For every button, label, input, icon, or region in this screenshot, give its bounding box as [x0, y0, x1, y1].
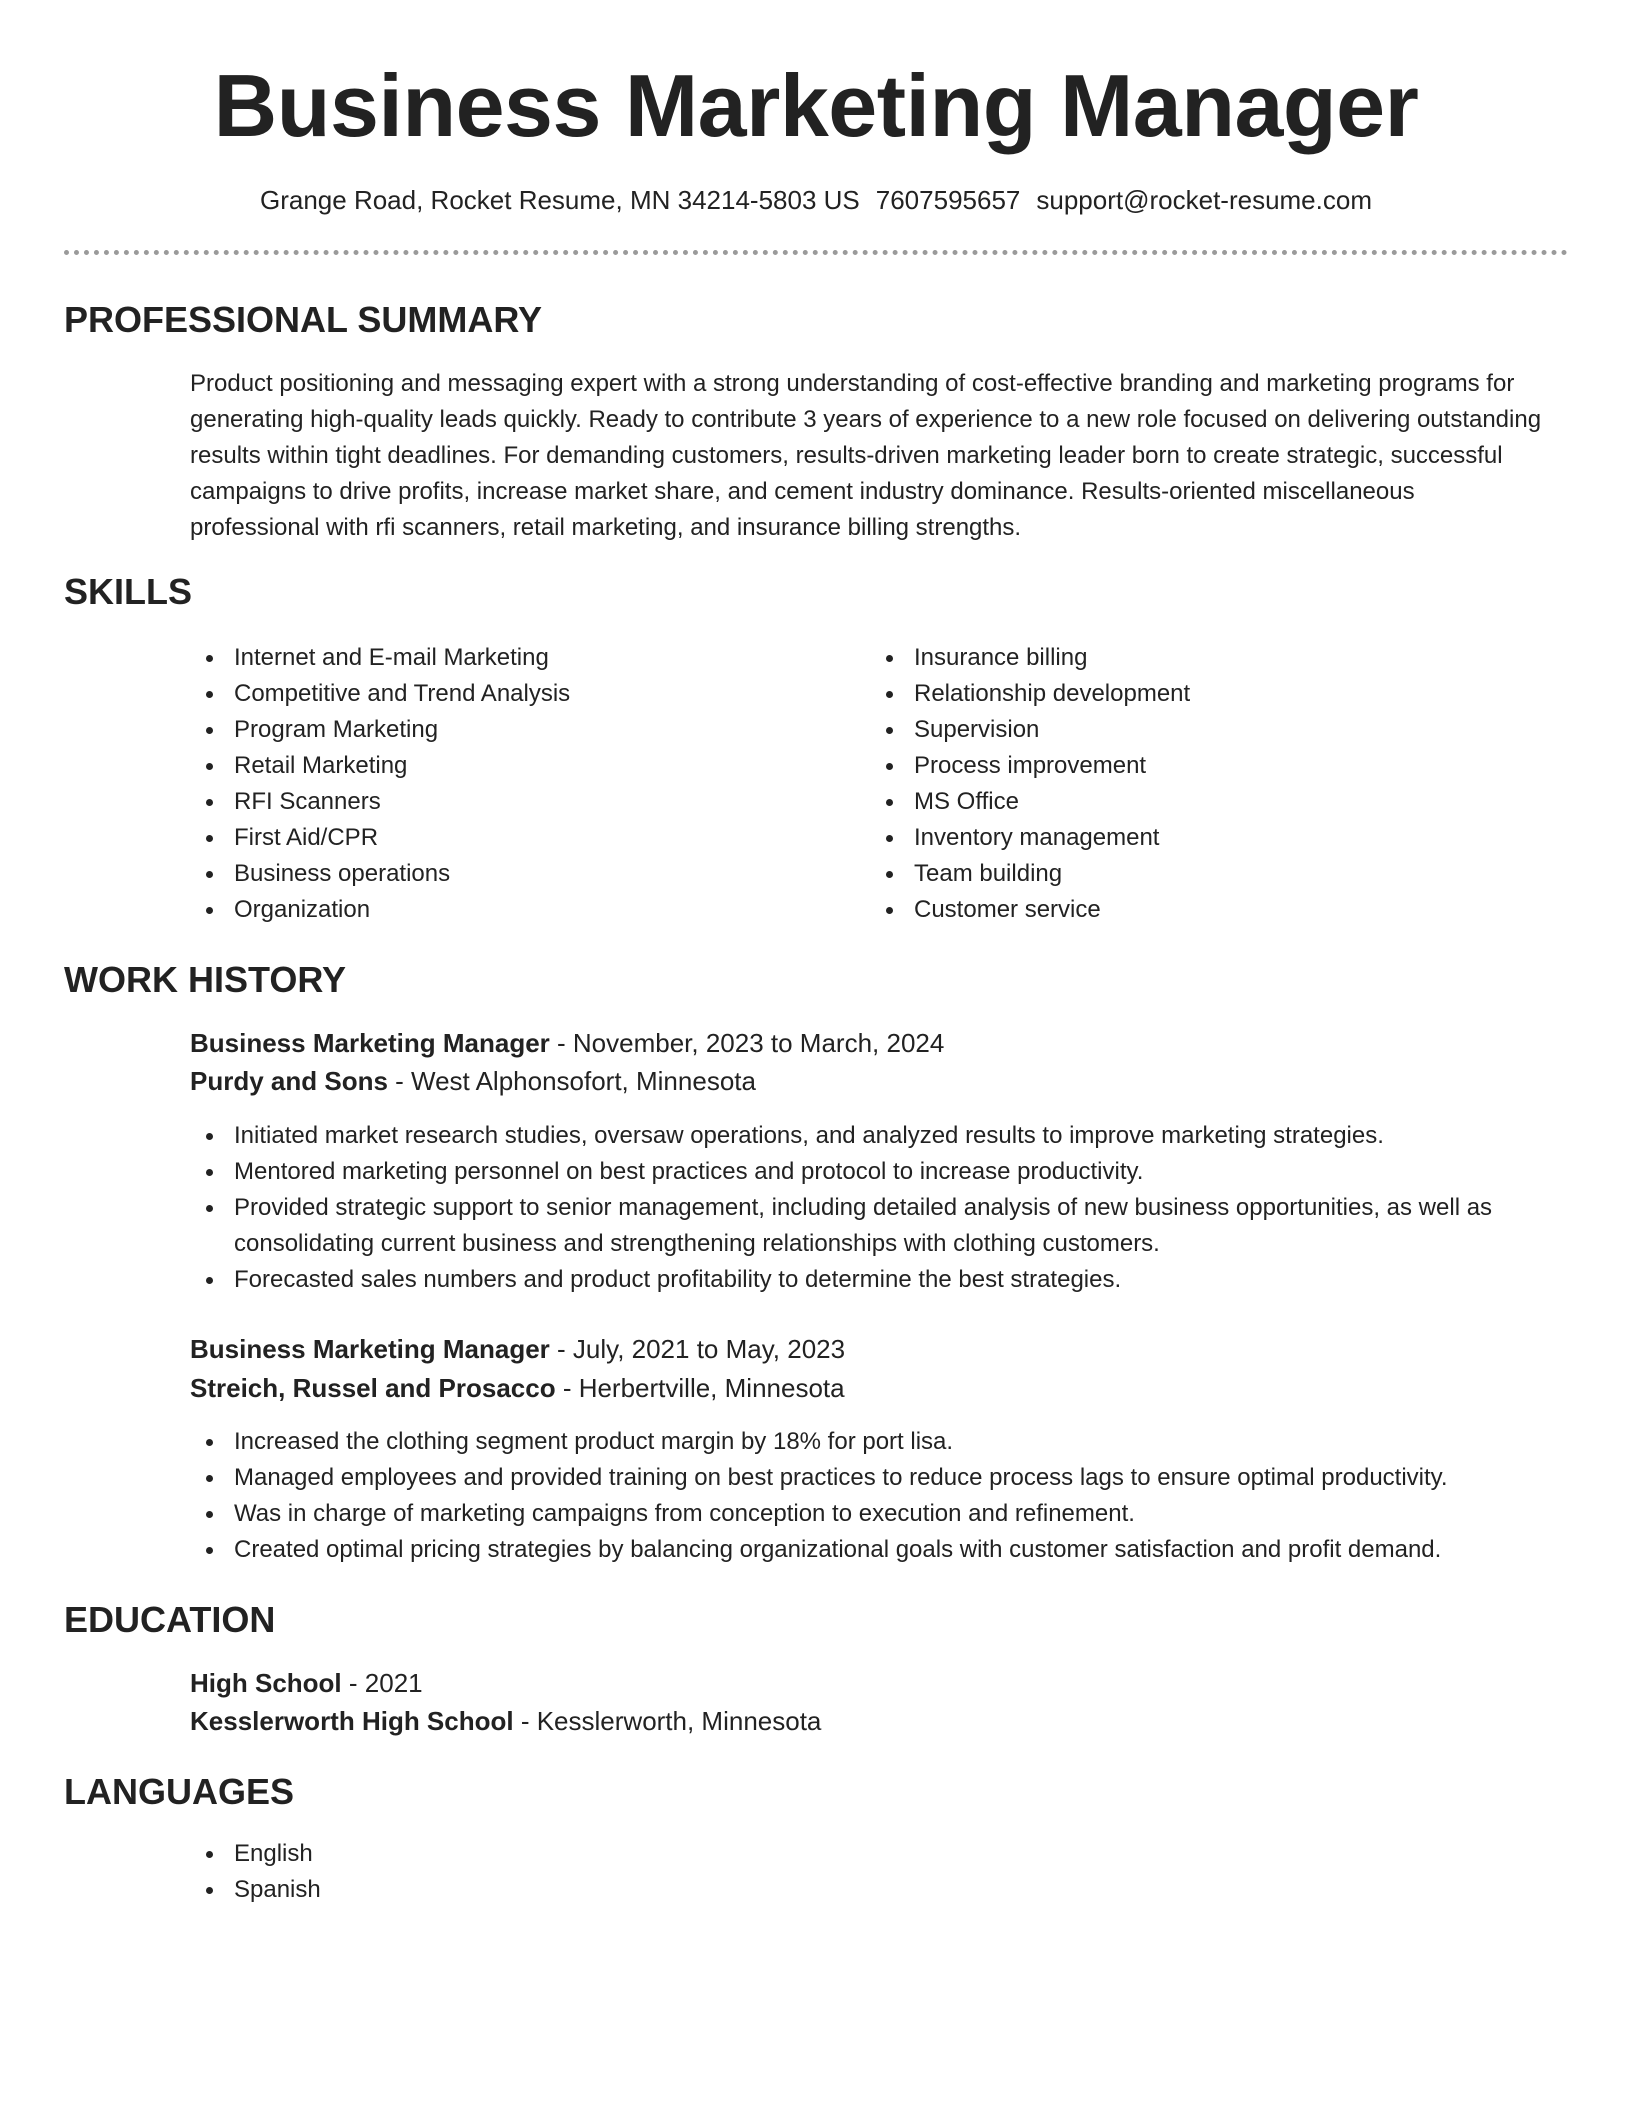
skill-item: RFI Scanners [190, 784, 810, 820]
job-bullets [190, 1424, 1560, 1568]
education-school: Kesslerworth High School [190, 1706, 514, 1736]
job-bullet: Was in charge of marketing campaigns from conception to execution and refinement. [190, 1496, 1560, 1532]
job-title-line [190, 1024, 944, 1062]
job-bullet: Provided strategic support to senior management, including detailed analysis of new business opportunities, as well as consolidating current business and strengthening relationships with clothing customers. [190, 1190, 1560, 1262]
skill-item: Internet and E-mail Marketing [190, 640, 810, 676]
job-bullet: Created optimal pricing strategies by balancing organizational goals with customer satisfaction and profit demand. [190, 1532, 1560, 1568]
job-bullet: Managed employees and provided training on best practices to reduce process lags to ensure optimal productivity. [190, 1460, 1560, 1496]
skill-item: Program Marketing [190, 712, 810, 748]
job-bullet: Initiated market research studies, oversaw operations, and analyzed results to improve marketing strategies. [190, 1118, 1560, 1154]
education-year: - 2021 [341, 1668, 423, 1698]
job-location: - Herbertville, Minnesota [555, 1373, 845, 1403]
skill-item: MS Office [870, 784, 1490, 820]
email: support@rocket-resume.com [1036, 185, 1372, 215]
resume-name: Business Marketing Manager [213, 56, 1419, 155]
job-bullets [190, 1118, 1560, 1298]
skill-item: Supervision [870, 712, 1490, 748]
skill-item: Business operations [190, 856, 810, 892]
language-item: Spanish [190, 1872, 790, 1908]
job-location: - West Alphonsofort, Minnesota [387, 1066, 756, 1096]
header-divider [64, 250, 1568, 255]
education-school-line [190, 1702, 821, 1740]
education-location: - Kesslerworth, Minnesota [513, 1706, 822, 1736]
section-title-education: EDUCATION [64, 1599, 276, 1640]
job-dates: - July, 2021 to May, 2023 [549, 1334, 846, 1364]
job-company-line [190, 1062, 756, 1100]
skill-item: Insurance billing [870, 640, 1490, 676]
job-company-line [190, 1369, 845, 1407]
skill-item: Customer service [870, 892, 1490, 928]
job-role: Business Marketing Manager [190, 1028, 550, 1058]
education-degree: High School [190, 1668, 342, 1698]
job-company: Streich, Russel and Prosacco [190, 1373, 556, 1403]
languages-list [190, 1836, 790, 1908]
skill-item: Retail Marketing [190, 748, 810, 784]
section-title-work-history: WORK HISTORY [64, 959, 347, 1000]
job-title-line [190, 1330, 845, 1368]
skill-item: Relationship development [870, 676, 1490, 712]
section-title-summary: PROFESSIONAL SUMMARY [64, 299, 543, 340]
section-title-skills: SKILLS [64, 571, 193, 612]
skill-item: Team building [870, 856, 1490, 892]
phone: 7607595657 [875, 185, 1021, 215]
address: Grange Road, Rocket Resume, MN 34214-5803 US [260, 185, 860, 215]
job-bullet: Mentored marketing personnel on best practices and protocol to increase productivity. [190, 1154, 1560, 1190]
skills-list-right [870, 640, 1490, 928]
summary-text: Product positioning and messaging expert with a strong understanding of cost-effective branding and marketing programs for generating high-quality leads quickly. Ready to contribute 3 years of experience to a new role focused on delivering outstanding results within tight deadlines. For demanding customers, results-driven marketing leader born to create strategic, successful campaigns to drive profits, increase market share, and cement industry dominance. Results-oriented miscellaneous professional with rfi scanners, retail marketing, and insurance billing strengths. [190, 370, 1542, 541]
job-bullet: Increased the clothing segment product margin by 18% for port lisa. [190, 1424, 1560, 1460]
job-company: Purdy and Sons [190, 1066, 388, 1096]
contact-line [0, 182, 1632, 218]
skill-item: Process improvement [870, 748, 1490, 784]
job-bullet: Forecasted sales numbers and product profitability to determine the best strategies. [190, 1262, 1560, 1298]
skills-list-left [190, 640, 810, 928]
skill-item: Competitive and Trend Analysis [190, 676, 810, 712]
skill-item: First Aid/CPR [190, 820, 810, 856]
skill-item: Organization [190, 892, 810, 928]
job-dates: - November, 2023 to March, 2024 [549, 1028, 945, 1058]
section-title-languages: LANGUAGES [64, 1771, 295, 1812]
job-role: Business Marketing Manager [190, 1334, 550, 1364]
education-degree-line [190, 1664, 423, 1702]
language-item: English [190, 1836, 790, 1872]
skill-item: Inventory management [870, 820, 1490, 856]
